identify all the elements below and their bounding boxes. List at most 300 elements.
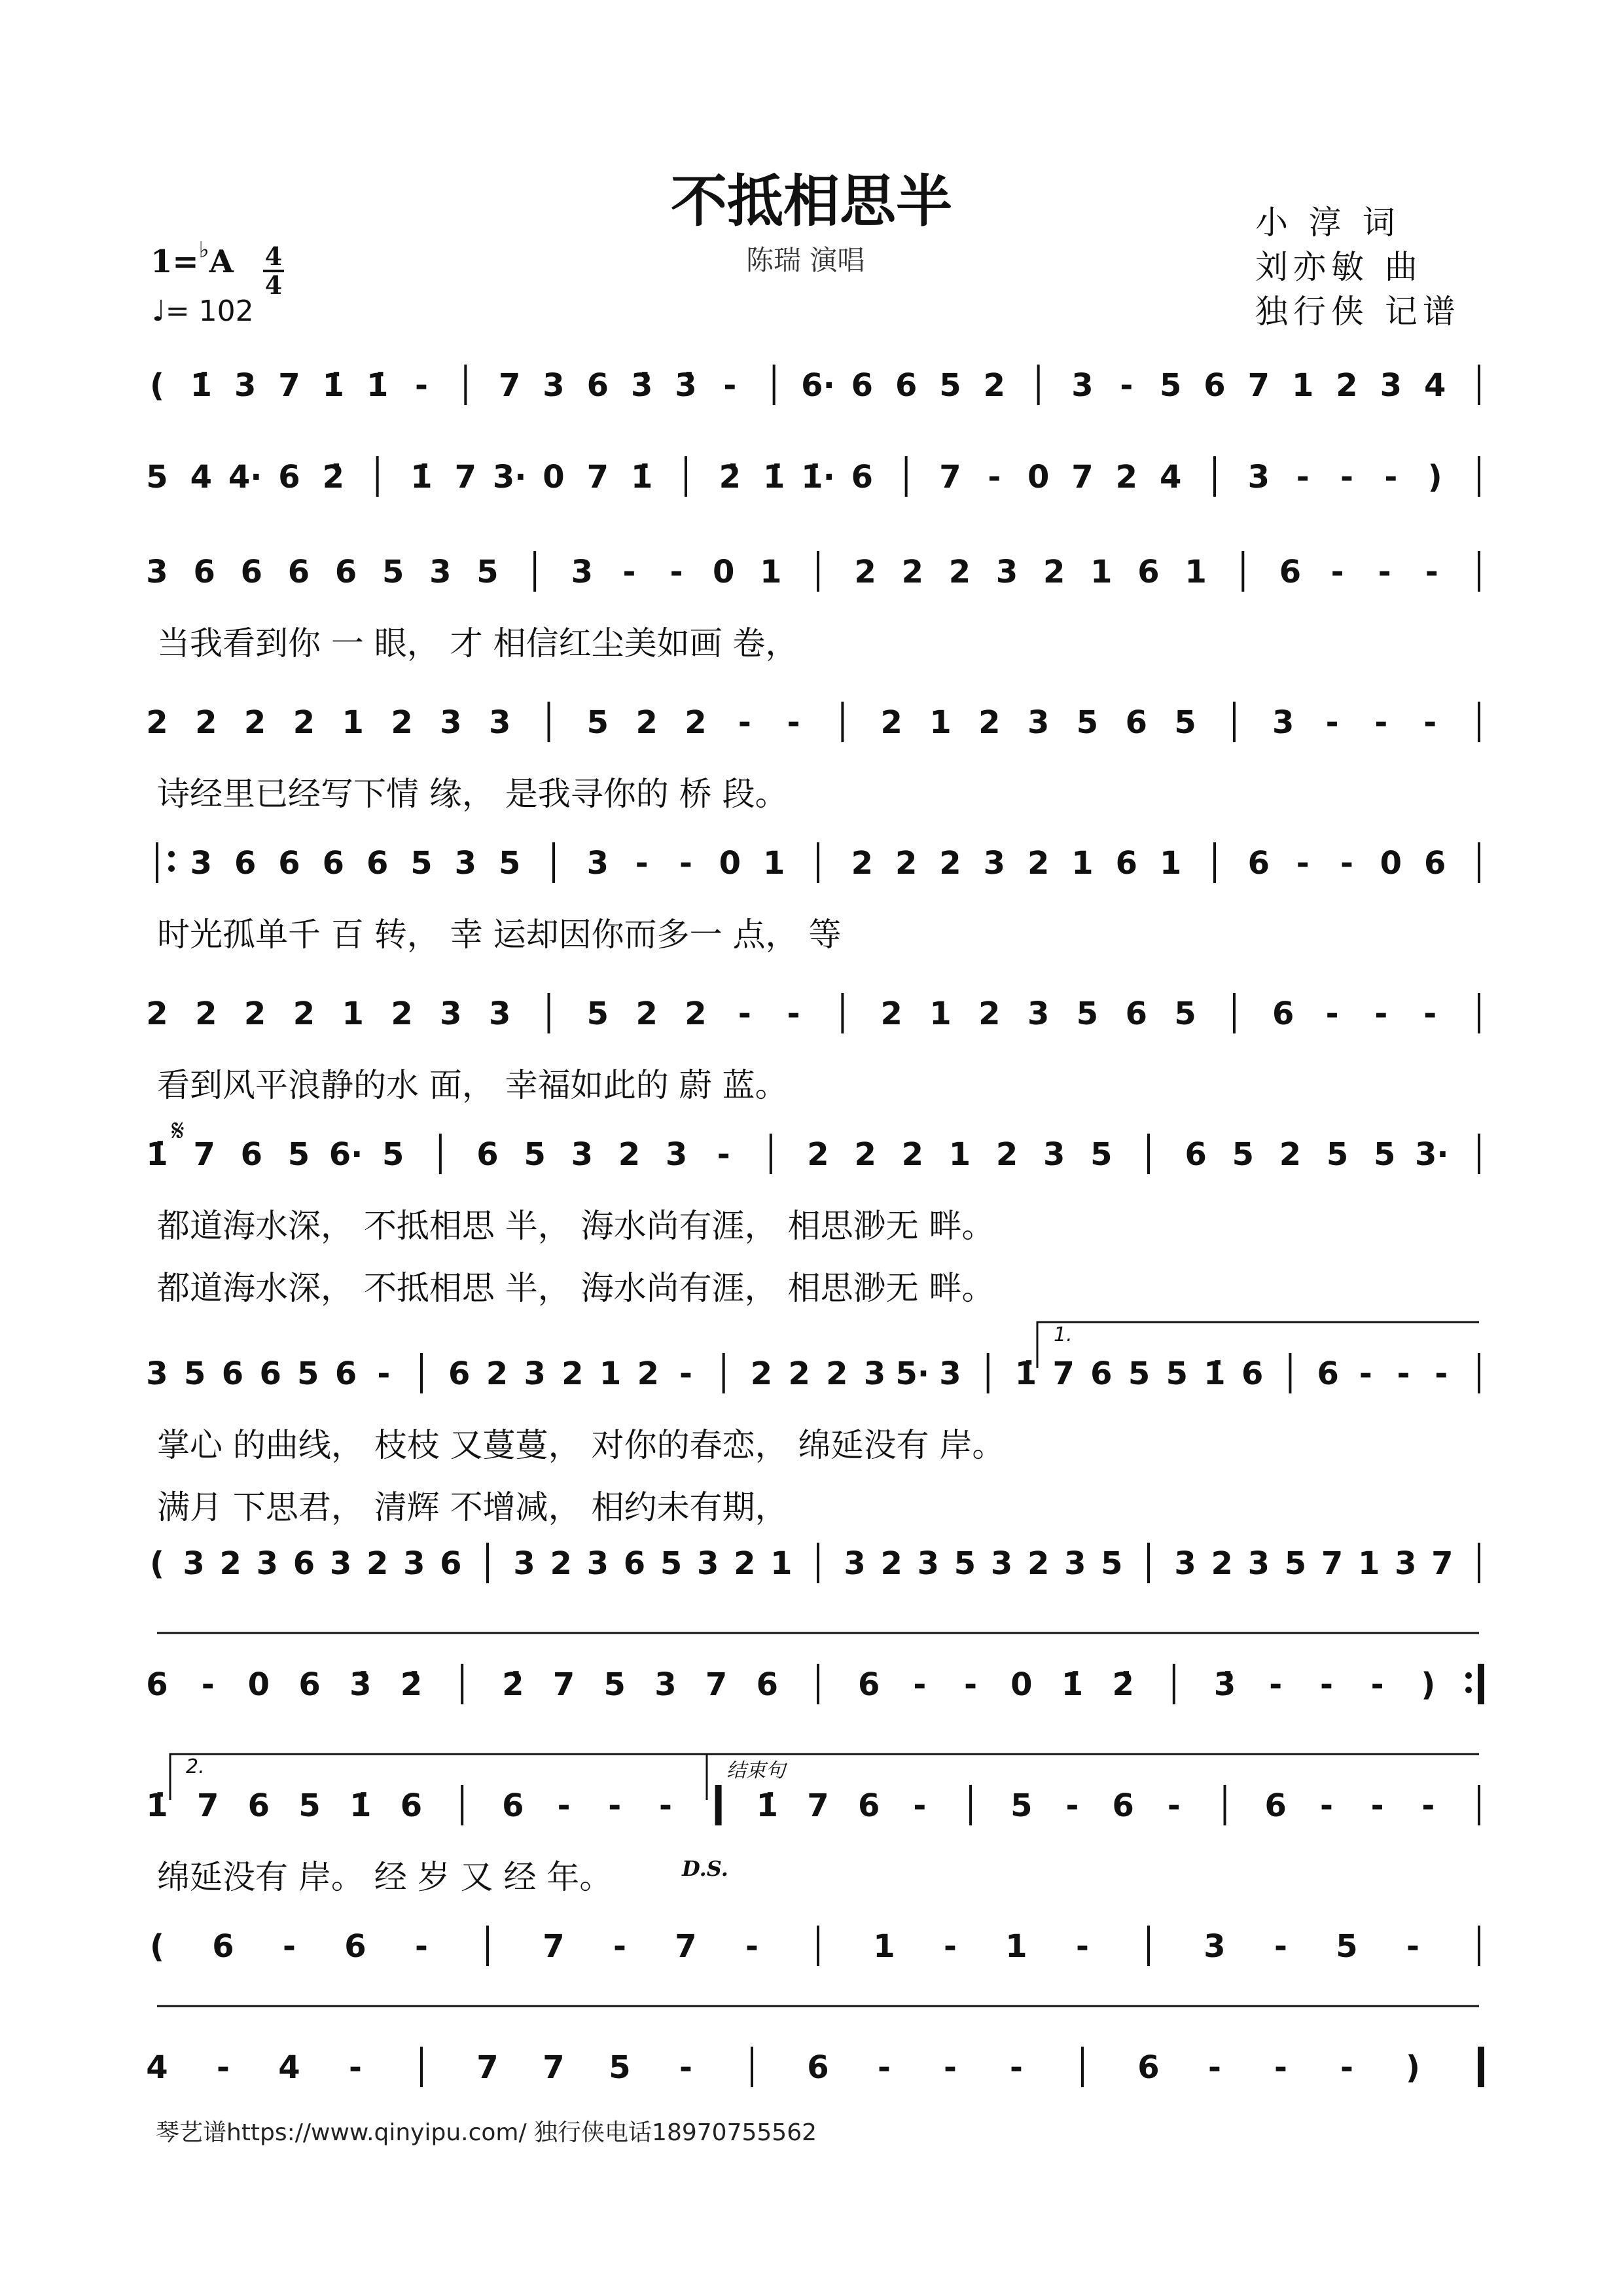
repeat-dot <box>1465 1687 1472 1693</box>
barline <box>1037 365 1040 405</box>
song-title: 不抵相思半 <box>671 169 952 234</box>
barline <box>1173 1664 1175 1704</box>
note: 7 <box>278 367 300 404</box>
note: 2 <box>243 996 266 1032</box>
barline <box>1147 1134 1150 1174</box>
note: 6· <box>801 367 835 404</box>
note: 4 <box>146 2049 168 2086</box>
note: 3 <box>1064 1545 1086 1582</box>
note: - <box>1340 2049 1353 2086</box>
note: 1 <box>762 845 785 882</box>
note: 3̇ <box>630 367 653 404</box>
note: - <box>1340 459 1353 495</box>
note: 1̇ <box>1014 1355 1037 1392</box>
note: 2 <box>1279 1136 1302 1173</box>
note: ( <box>150 1928 164 1965</box>
note: 3 <box>256 1545 279 1582</box>
note: 7 <box>193 1136 215 1173</box>
note: - <box>787 704 800 741</box>
quarter-note-icon: ♩ <box>152 295 166 328</box>
barline <box>1478 551 1480 592</box>
note: 3 <box>403 1545 425 1582</box>
composer-credit: 刘亦敏 曲 <box>1255 248 1423 286</box>
note: 6 <box>240 1136 262 1173</box>
tempo-value: = 102 <box>165 295 254 328</box>
note: - <box>679 845 692 882</box>
note: 5 <box>1166 1355 1188 1392</box>
note: 2 <box>562 1355 584 1392</box>
note: 2 <box>880 704 902 741</box>
note: - <box>1374 996 1388 1032</box>
dal-segno-marker: D.S. <box>682 1856 728 1881</box>
barline <box>987 1353 990 1393</box>
note: 1 <box>1159 845 1182 882</box>
note: - <box>679 1355 692 1392</box>
note: 6 <box>807 2049 829 2086</box>
note: 2̇ <box>400 1666 423 1703</box>
note: 1̇ <box>1204 1355 1226 1392</box>
score-row <box>150 1543 1480 1583</box>
note: 4 <box>190 459 213 495</box>
note: 0 <box>1010 1666 1033 1703</box>
note: - <box>1208 2049 1221 2086</box>
time-bottom: 4 <box>264 270 283 300</box>
barline <box>1478 1543 1480 1583</box>
note: 0 <box>543 459 565 495</box>
note: 5 <box>498 845 521 882</box>
barline <box>1081 2047 1084 2087</box>
note: - <box>745 1928 758 1965</box>
barline <box>1213 842 1216 883</box>
note: 2 <box>146 996 168 1032</box>
barline <box>1478 1353 1480 1393</box>
note: 6 <box>322 845 345 882</box>
note: 3 <box>696 1545 719 1582</box>
note: 5 <box>609 2049 631 2086</box>
note: ) <box>1406 2049 1420 2086</box>
note: 5 <box>1159 367 1182 404</box>
note: 3 <box>489 996 511 1032</box>
score-row <box>146 993 1480 1033</box>
barline <box>1289 1353 1291 1393</box>
note: 2 <box>854 554 876 590</box>
note: 2 <box>788 1355 810 1392</box>
note: 6 <box>278 845 300 882</box>
key-note: A <box>209 243 234 280</box>
note: - <box>738 996 751 1032</box>
note: 3 <box>983 845 1006 882</box>
note: 2 <box>1027 1545 1050 1582</box>
note: 5 <box>1076 704 1099 741</box>
note: - <box>1319 1666 1333 1703</box>
note: 5 <box>382 554 404 590</box>
note: - <box>217 2049 230 2086</box>
note: 2 <box>1115 459 1138 495</box>
note: 5 <box>1336 1928 1358 1965</box>
note: 6 <box>1247 845 1270 882</box>
note: 7 <box>1321 1545 1344 1582</box>
note: 3 <box>1247 1545 1270 1582</box>
note: 2 <box>219 1545 241 1582</box>
note: - <box>717 1136 730 1173</box>
lyric-line: 都道海水深， 不抵相思 半， 海水尚有涯， 相思渺无 畔。 <box>157 1207 995 1245</box>
barline <box>1478 456 1480 497</box>
note: 6 <box>259 1355 281 1392</box>
note: - <box>1340 845 1353 882</box>
note: 5 <box>586 704 609 741</box>
note: 2 <box>807 1136 829 1173</box>
note: - <box>349 2049 362 2086</box>
barline <box>841 702 844 742</box>
barline <box>817 842 819 883</box>
barline <box>156 842 158 883</box>
note: 3 <box>146 554 168 590</box>
note: 2 <box>685 704 707 741</box>
barline <box>1478 842 1480 883</box>
note: 1 <box>929 996 952 1032</box>
note: - <box>1423 704 1437 741</box>
note: - <box>1425 554 1438 590</box>
note: 2 <box>1027 845 1050 882</box>
barline <box>1233 993 1236 1033</box>
note: - <box>1384 459 1398 495</box>
note: 3 <box>1247 459 1270 495</box>
note: ) <box>1421 1666 1436 1703</box>
note: 6 <box>448 1355 471 1392</box>
note: - <box>1274 2049 1287 2086</box>
lyric-line: 满月 下思君， 清辉 不增减， 相约未有期， <box>157 1488 788 1526</box>
barline <box>1233 702 1236 742</box>
score-row <box>146 1353 1480 1393</box>
note: - <box>679 2049 692 2086</box>
note: - <box>723 367 737 404</box>
note: 6 <box>1090 1355 1113 1392</box>
note: 5 <box>524 1136 546 1173</box>
barline <box>817 551 819 592</box>
note: - <box>738 704 751 741</box>
note: 5 <box>1128 1355 1150 1392</box>
note: 1̇ <box>146 1136 168 1173</box>
note: 1 <box>342 704 364 741</box>
note: 1̇ <box>146 1787 168 1824</box>
note: 2 <box>635 704 658 741</box>
note: - <box>415 1928 428 1965</box>
note: - <box>1010 2049 1023 2086</box>
note: 3 <box>524 1355 546 1392</box>
note: - <box>944 2049 957 2086</box>
key-prefix: 1= <box>151 243 199 280</box>
repeat-dot <box>1465 1672 1472 1679</box>
note: 6 <box>234 845 257 882</box>
note: 2 <box>880 996 902 1032</box>
note: 3 <box>863 1355 886 1392</box>
note: 6 <box>440 1545 462 1582</box>
note: 1̇ <box>366 367 389 404</box>
note: 5 <box>287 1136 310 1173</box>
barline <box>817 1543 819 1583</box>
note: 5 <box>1101 1545 1123 1582</box>
note: 2̇ <box>322 459 345 495</box>
note: 3 <box>1204 1928 1226 1965</box>
note: 6 <box>400 1787 423 1824</box>
note: 2 <box>391 996 413 1032</box>
note: 3· <box>1415 1136 1449 1173</box>
barline <box>722 1353 725 1393</box>
note: 6 <box>334 1355 357 1392</box>
note: 3 <box>429 554 452 590</box>
note: 6 <box>476 1136 499 1173</box>
note: 3 <box>571 554 593 590</box>
note: 5 <box>1090 1136 1113 1173</box>
note: 2 <box>826 1355 848 1392</box>
note: 0 <box>719 845 741 882</box>
barline <box>461 1664 463 1704</box>
note: 5 <box>954 1545 976 1582</box>
note: 2 <box>901 554 923 590</box>
note: 6 <box>1137 554 1160 590</box>
note: - <box>283 1928 296 1965</box>
note: 6 <box>287 554 310 590</box>
note: 5 <box>1174 704 1196 741</box>
note: 7 <box>939 459 961 495</box>
note: 7 <box>1431 1545 1454 1582</box>
barline <box>548 993 550 1033</box>
note: 6 <box>851 459 874 495</box>
barline <box>464 365 467 405</box>
note: 1 <box>760 554 782 590</box>
note: 5 <box>1284 1545 1307 1582</box>
note: 2 <box>1211 1545 1233 1582</box>
note: 6 <box>293 1545 315 1582</box>
note: 7 <box>543 1928 565 1965</box>
barline <box>1224 1785 1226 1825</box>
ending-label: 结束句 <box>726 1759 785 1782</box>
transcriber-credit: 独行侠 记谱 <box>1255 293 1461 331</box>
repeat-dot <box>168 851 175 857</box>
note: 7 <box>196 1787 219 1824</box>
note: - <box>944 1928 957 1965</box>
note: ) <box>1427 459 1442 495</box>
note: - <box>1397 1355 1410 1392</box>
note: 6 <box>334 554 357 590</box>
note: 5· <box>895 1355 930 1392</box>
note: - <box>878 2049 891 2086</box>
score-row <box>150 1926 1480 1966</box>
note: 6 <box>1185 1136 1207 1173</box>
time-top: 4 <box>264 242 283 271</box>
barline <box>715 1785 722 1825</box>
note: 7 <box>498 367 521 404</box>
note: 6 <box>1125 704 1147 741</box>
note: 2 <box>293 996 315 1032</box>
note: 7 <box>454 459 477 495</box>
note: - <box>1076 1928 1089 1965</box>
barline <box>969 1785 972 1825</box>
note: 1 <box>929 704 952 741</box>
note: 3 <box>489 704 511 741</box>
lyricist-credit: 小 淳 词 <box>1255 204 1400 242</box>
note: 2 <box>1336 367 1358 404</box>
note: - <box>613 1928 626 1965</box>
note: - <box>622 554 636 590</box>
note: 0 <box>1380 845 1402 882</box>
note: 6 <box>212 1928 234 1965</box>
barline <box>817 1926 819 1966</box>
note: - <box>913 1666 927 1703</box>
lyric-line: 当我看到你 一 眼， 才 相信红尘美如画 卷， <box>157 624 798 662</box>
note: 2̇ <box>719 459 741 495</box>
note: - <box>1296 459 1310 495</box>
note: 3 <box>1027 704 1050 741</box>
note: 2 <box>851 845 874 882</box>
note: - <box>913 1787 927 1824</box>
barline <box>1147 1543 1150 1583</box>
note: 2 <box>734 1545 756 1582</box>
note: 2 <box>978 996 1001 1032</box>
lyric-line: 绵延没有 岸。 经 岁 又 经 年。 <box>157 1858 613 1896</box>
note: 1 <box>770 1545 793 1582</box>
note: 5 <box>586 996 609 1032</box>
lyric-line: 诗经里已经写下情 缘， 是我寻你的 桥 段。 <box>157 775 788 813</box>
note: 7 <box>1247 367 1270 404</box>
note: - <box>415 367 428 404</box>
note: 3 <box>183 1545 205 1582</box>
note: 1̇ <box>1061 1666 1084 1703</box>
note: 1̇ <box>630 459 653 495</box>
note: - <box>1421 1787 1435 1824</box>
lyric-line: 看到风平浪静的水 面， 幸福如此的 蔚 蓝。 <box>157 1066 788 1104</box>
barline <box>420 1353 423 1393</box>
note: - <box>201 1666 215 1703</box>
note: 2 <box>366 1545 389 1582</box>
note: - <box>377 1355 391 1392</box>
note: 5 <box>939 367 961 404</box>
note: 6 <box>344 1928 366 1965</box>
note: - <box>608 1787 622 1824</box>
footer-text: 琴艺谱https://www.qinyipu.com/ 独行侠电话18970755562 <box>156 2119 817 2146</box>
note: 6 <box>1279 554 1302 590</box>
barline <box>1478 365 1480 405</box>
note: 3̇ <box>675 367 697 404</box>
score-row <box>146 2047 1484 2087</box>
note: 5 <box>146 459 168 495</box>
note: 1̇ <box>756 1787 779 1824</box>
note: 2 <box>895 845 918 882</box>
note: 6 <box>857 1666 880 1703</box>
lyric-line: 时光孤单千 百 转， 幸 运却因你而多一 点， 等 <box>157 916 842 954</box>
note: 3 <box>1071 367 1094 404</box>
barline <box>548 702 550 742</box>
note: 6 <box>623 1545 646 1582</box>
score-row <box>146 551 1480 592</box>
note: 6 <box>146 1666 168 1703</box>
barline <box>1478 993 1480 1033</box>
note: 3 <box>995 554 1018 590</box>
note: 3 <box>513 1545 535 1582</box>
barline <box>1478 2047 1484 2087</box>
note: 3· <box>492 459 527 495</box>
note: 3 <box>1272 704 1294 741</box>
barline <box>1478 1926 1480 1966</box>
note: - <box>787 996 800 1032</box>
note: 6 <box>1423 845 1446 882</box>
barline <box>817 1664 819 1704</box>
note: - <box>1370 1666 1384 1703</box>
note: 5 <box>1174 996 1196 1032</box>
note: 3 <box>586 1545 609 1582</box>
note: 2̇ <box>1112 1666 1134 1703</box>
note: 6 <box>247 1787 270 1824</box>
barline <box>1478 1664 1484 1704</box>
note: ( <box>150 367 164 404</box>
barline <box>533 551 536 592</box>
note: 5 <box>410 845 433 882</box>
note: 6 <box>1264 1787 1287 1824</box>
note: 6 <box>1137 2049 1160 2086</box>
barline <box>1241 551 1244 592</box>
note: 6 <box>278 459 300 495</box>
note: 4 <box>278 2049 300 2086</box>
note: 6 <box>756 1666 779 1703</box>
note: 5 <box>476 554 499 590</box>
note: 5 <box>660 1545 683 1582</box>
note: 7 <box>586 459 609 495</box>
note: 6· <box>329 1136 363 1173</box>
note: 6 <box>366 845 389 882</box>
note: 3 <box>1043 1136 1065 1173</box>
note: 3 <box>440 704 462 741</box>
score-row <box>146 1785 1480 1825</box>
note: 1̇· <box>801 459 835 495</box>
repeat-dot <box>168 865 175 872</box>
note: 1̇ <box>762 459 785 495</box>
note: 7 <box>1071 459 1094 495</box>
barline <box>770 1134 772 1174</box>
note: 6 <box>1272 996 1294 1032</box>
note: 0 <box>247 1666 270 1703</box>
note: - <box>1370 1787 1384 1824</box>
note: 2 <box>1043 554 1065 590</box>
note: 2 <box>854 1136 876 1173</box>
note: 3 <box>234 367 257 404</box>
note: 2 <box>391 704 413 741</box>
note: 6 <box>1115 845 1138 882</box>
score-row <box>146 702 1480 742</box>
singer-label: 陈瑞 演唱 <box>746 244 865 276</box>
barline <box>552 842 555 883</box>
note: 7 <box>705 1666 728 1703</box>
note: 3 <box>329 1545 352 1582</box>
score-row <box>146 1664 1484 1704</box>
note: 5 <box>1010 1787 1033 1824</box>
note: 1̇ <box>190 367 213 404</box>
note: 3 <box>440 996 462 1032</box>
note: 3̇ <box>349 1666 372 1703</box>
note: - <box>1274 1928 1287 1965</box>
note: 5 <box>1232 1136 1254 1173</box>
barline <box>461 1785 463 1825</box>
volta-2-label: 2. <box>186 1755 205 1778</box>
note: - <box>1065 1787 1079 1824</box>
note: - <box>1325 996 1339 1032</box>
score-row <box>146 456 1480 497</box>
barline <box>486 1926 489 1966</box>
barline <box>905 456 908 497</box>
note: 6 <box>1204 367 1226 404</box>
note: 3 <box>146 1355 168 1392</box>
volta-1-label: 1. <box>1054 1323 1073 1346</box>
note: 2 <box>550 1545 572 1582</box>
